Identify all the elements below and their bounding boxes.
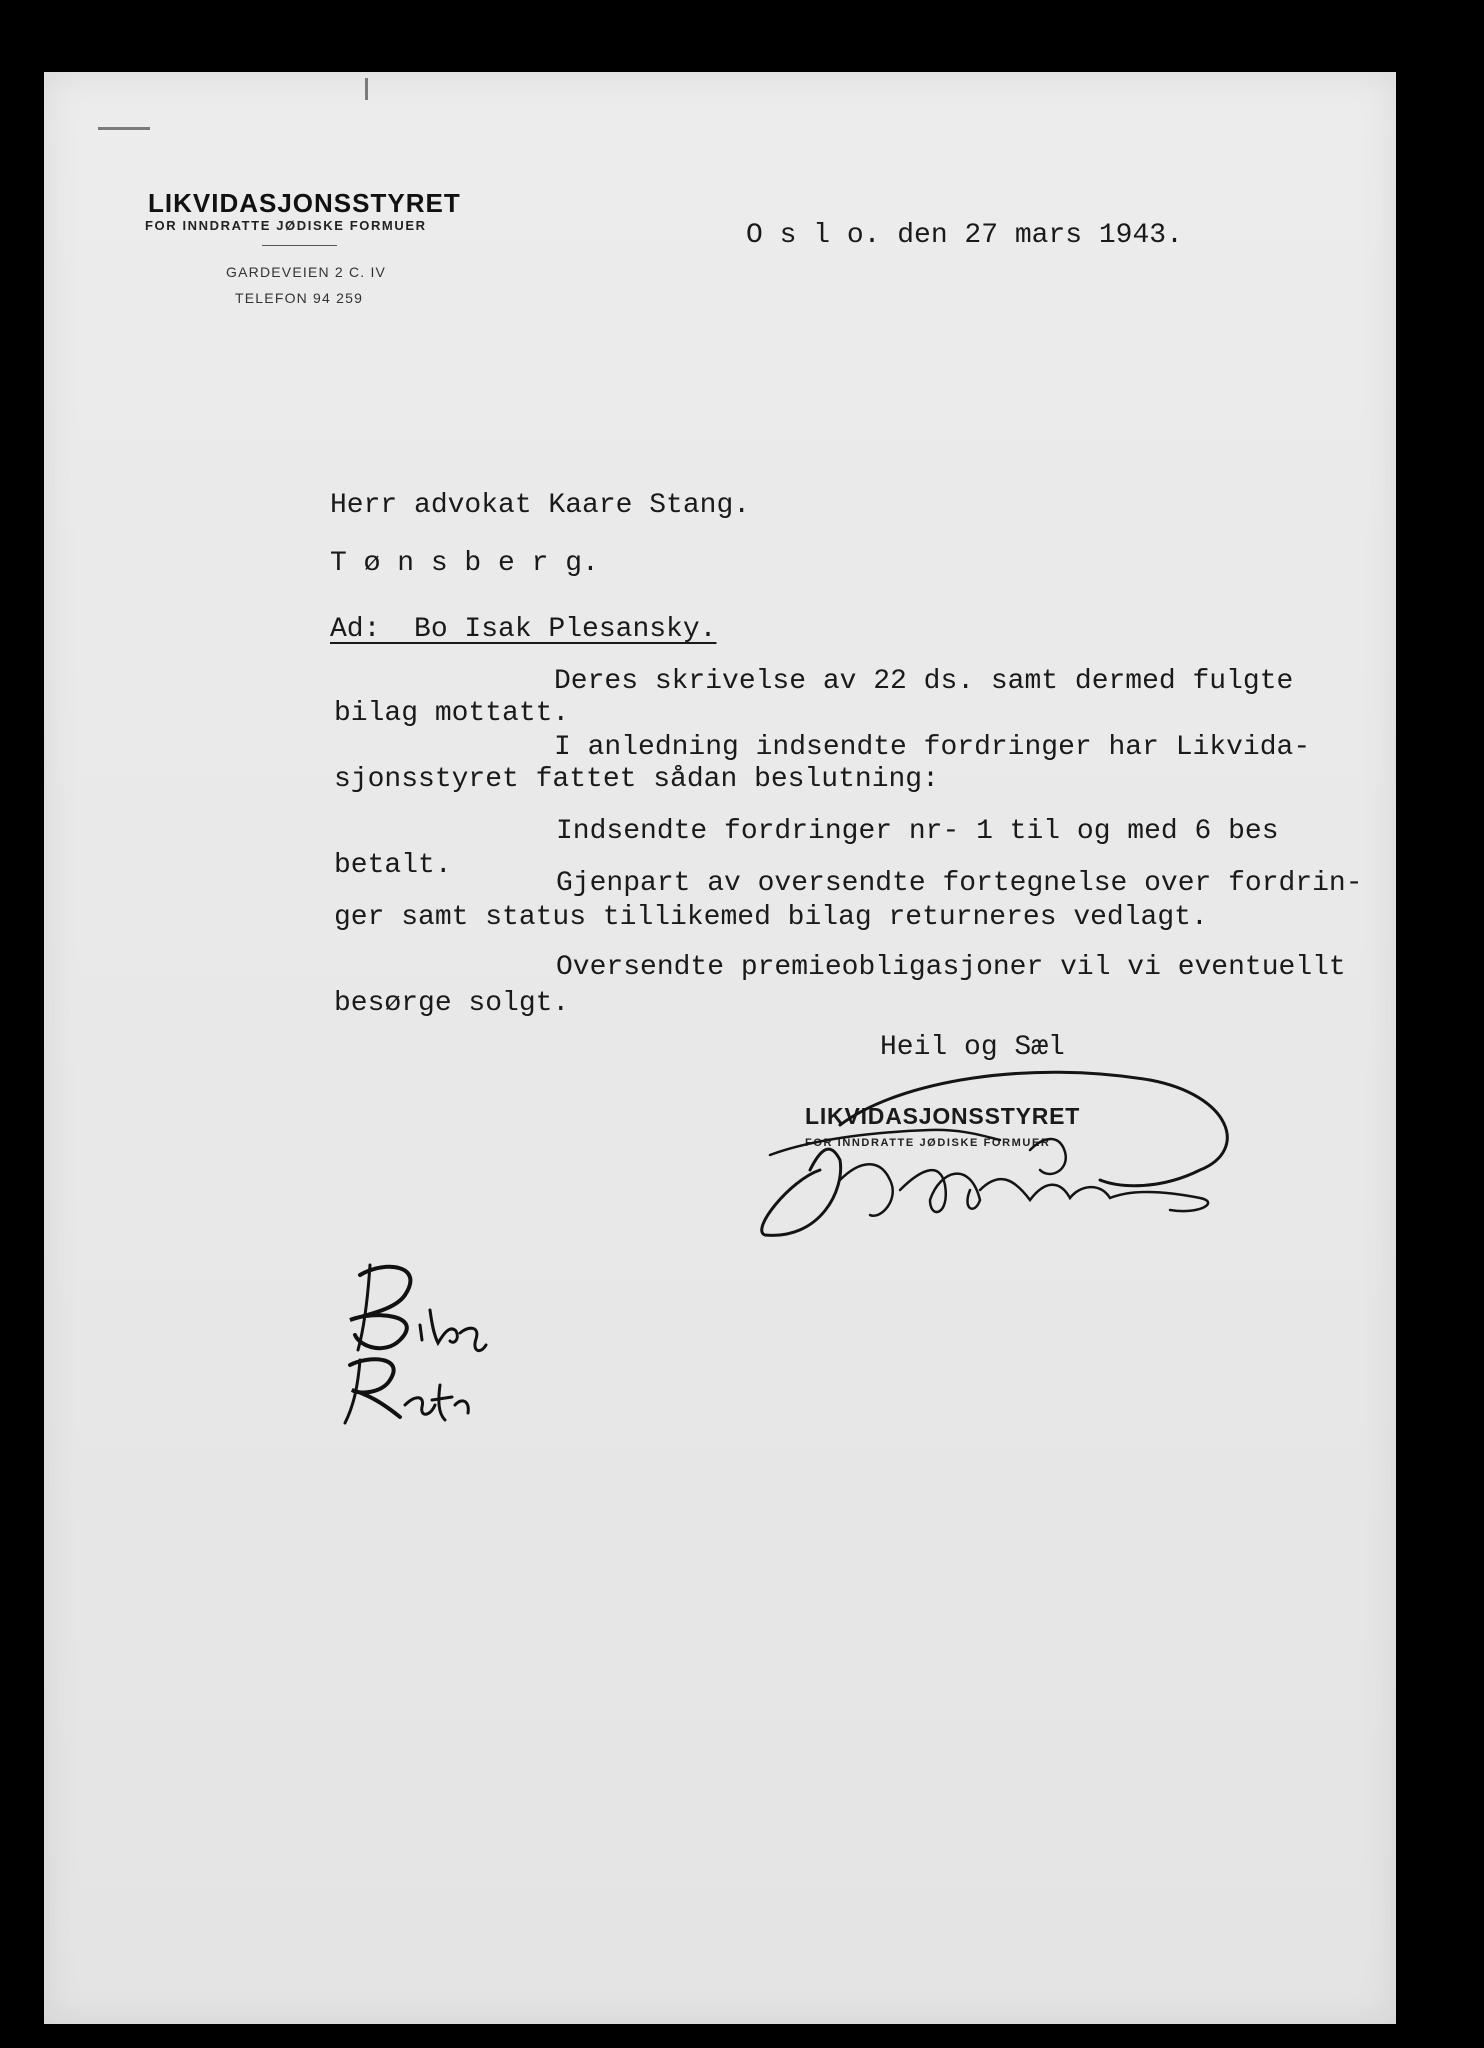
recipient-city: T ø n s b e r g. xyxy=(330,548,599,579)
body-line: Deres skrivelse av 22 ds. samt dermed fulgte xyxy=(554,666,1294,697)
letterhead-subtitle: FOR INNDRATTE JØDISKE FORMUER xyxy=(145,218,427,233)
date-line: O s l o. den 27 mars 1943. xyxy=(746,220,1183,251)
body-line: sjonsstyret fattet sådan beslutning: xyxy=(334,764,939,795)
body-line: Indsendte fordringer nr- 1 til og med 6 bes xyxy=(556,816,1279,847)
body-line: besørge solgt. xyxy=(334,988,570,1019)
recipient-name: Herr advokat Kaare Stang. xyxy=(330,490,751,521)
stamp-subtitle: FOR INNDRATTE JØDISKE FORMUER xyxy=(805,1137,1051,1149)
body-line: bilag mottatt. xyxy=(334,698,570,729)
body-line: Gjenpart av oversendte fortegnelse over fordrin- xyxy=(556,868,1363,899)
body-line: betalt. xyxy=(334,850,452,881)
scan-mark xyxy=(98,127,150,130)
stamp-title: LIKVIDASJONSSTYRET xyxy=(805,1103,1081,1129)
body-line: ger samt status tillikemed bilag returneres vedlagt. xyxy=(334,902,1208,933)
letterhead-divider xyxy=(262,245,337,246)
letterhead-title: LIKVIDASJONSSTYRET xyxy=(148,188,461,218)
letterhead-address: GARDEVEIEN 2 C. IV xyxy=(226,264,387,280)
body-line: I anledning indsendte fordringer har Likvida- xyxy=(554,732,1311,763)
scan-mark xyxy=(365,78,368,100)
signature xyxy=(730,1040,1250,1280)
subject-line: Ad: Bo Isak Plesansky. xyxy=(330,614,717,645)
body-line: Oversendte premieobligasjoner vil vi eventuellt xyxy=(556,952,1346,983)
closing-salutation: Heil og Sæl xyxy=(880,1032,1065,1063)
handwritten-note xyxy=(330,1255,500,1435)
letterhead-telephone: TELEFON 94 259 xyxy=(235,290,364,306)
